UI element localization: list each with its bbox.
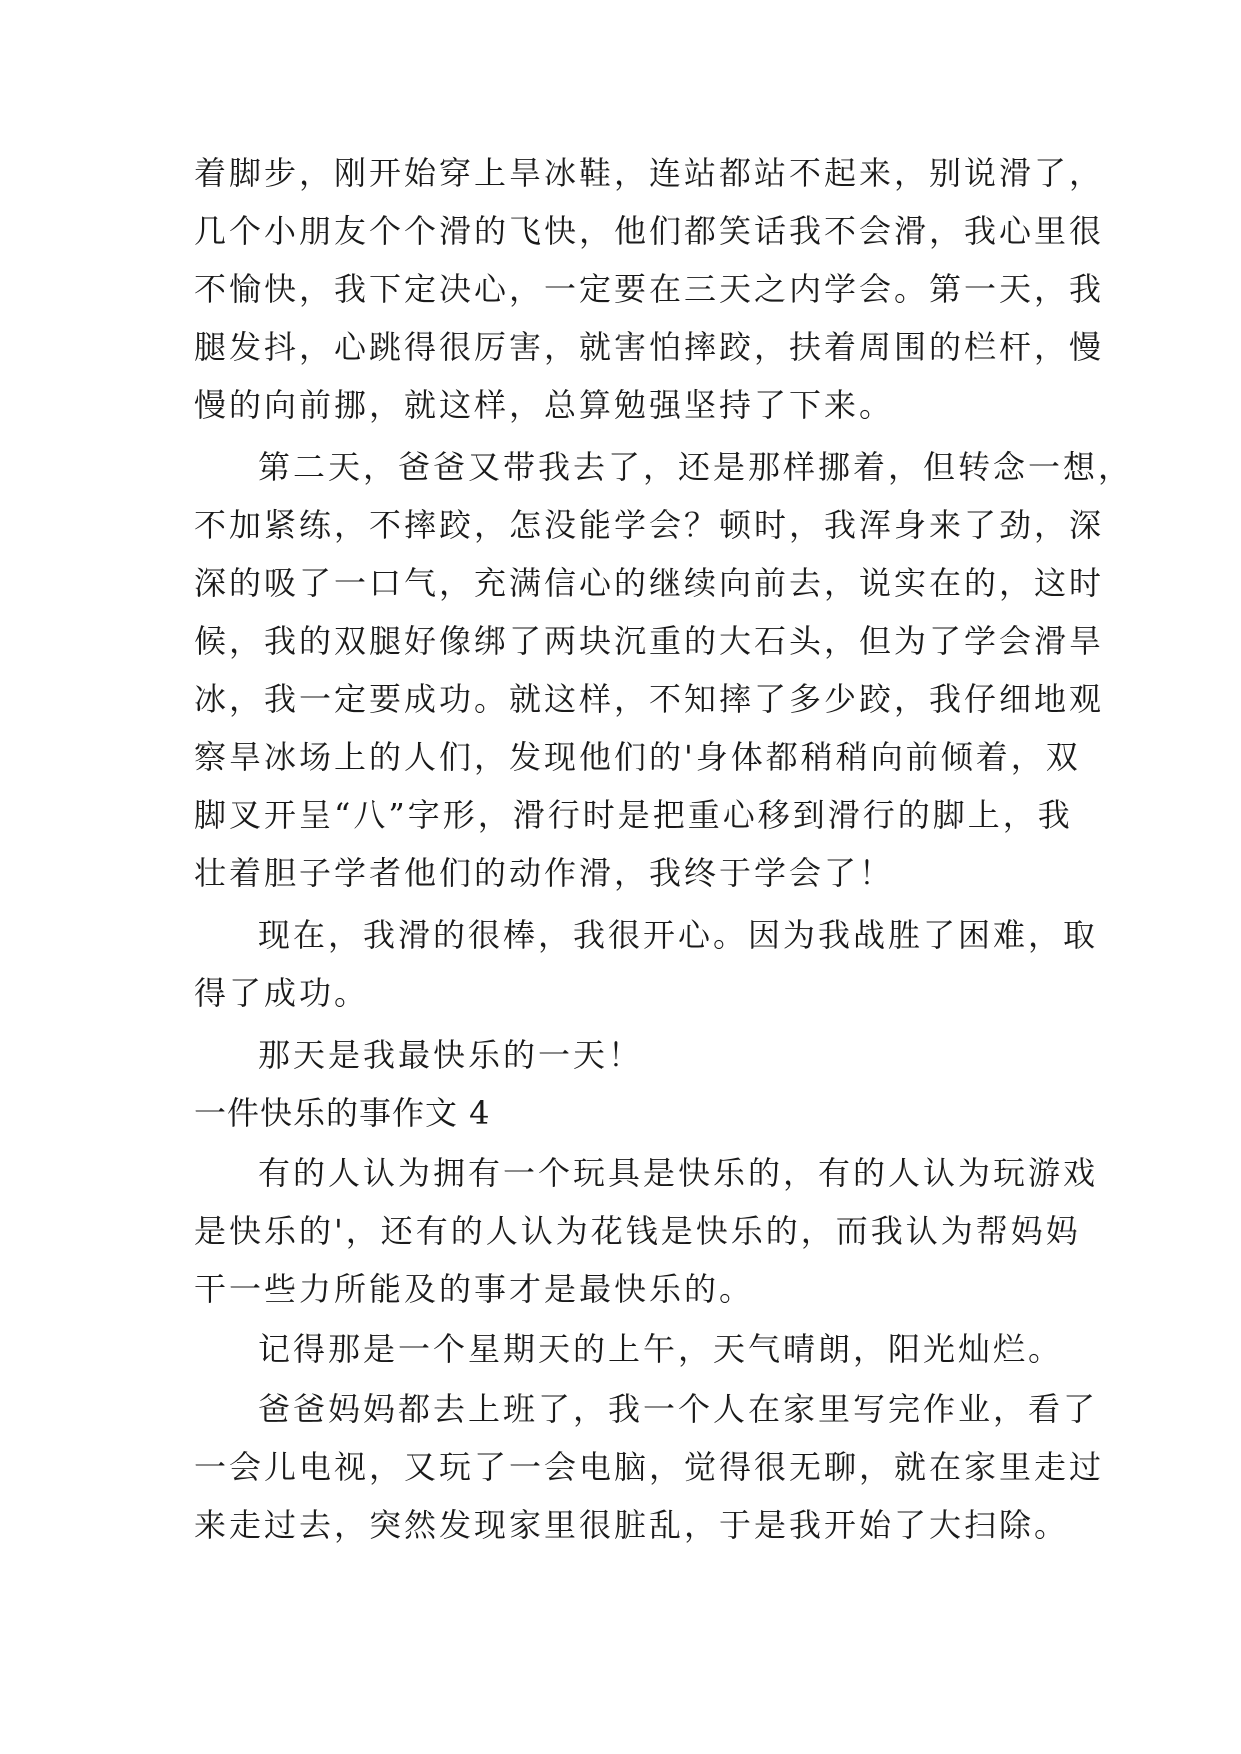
paragraph-start-line: 有的人认为拥有一个玩具是快乐的，有的人认为玩游戏 <box>258 1154 1099 1192</box>
paragraph-start-line: 第二天，爸爸又带我去了，还是那样挪着，但转念一想， <box>258 448 1134 486</box>
text-line: 慢的向前挪，就这样，总算勉强坚持了下来。 <box>194 386 895 424</box>
text-line: 候，我的双腿好像绑了两块沉重的大石头，但为了学会滑旱 <box>194 622 1105 660</box>
text-line: 深的吸了一口气，充满信心的继续向前去，说实在的，这时 <box>194 564 1105 602</box>
text-line: 几个小朋友个个滑的飞快，他们都笑话我不会滑，我心里很 <box>194 212 1105 250</box>
text-line: 不加紧练，不摔跤，怎没能学会？顿时，我浑身来了劲，深 <box>194 506 1105 544</box>
section-heading: 一件快乐的事作文 4 <box>194 1094 491 1132</box>
paragraph-start-line: 爸爸妈妈都去上班了，我一个人在家里写完作业，看了 <box>258 1390 1099 1428</box>
paragraph-start-line: 那天是我最快乐的一天！ <box>258 1036 644 1074</box>
text-line: 干一些力所能及的事才是最快乐的。 <box>194 1270 755 1308</box>
text-line: 得了成功。 <box>194 974 370 1012</box>
text-line: 一会儿电视，又玩了一会电脑，觉得很无聊，就在家里走过 <box>194 1448 1105 1486</box>
text-line: 脚叉开呈“八”字形，滑行时是把重心移到滑行的脚上，我 <box>194 796 1073 834</box>
text-line: 来走过去，突然发现家里很脏乱，于是我开始了大扫除。 <box>194 1506 1070 1544</box>
paragraph-start-line: 记得那是一个星期天的上午，天气晴朗，阳光灿烂。 <box>258 1330 1064 1368</box>
text-line: 冰，我一定要成功。就这样，不知摔了多少跤，我仔细地观 <box>194 680 1105 718</box>
text-line: 壮着胆子学者他们的动作滑，我终于学会了！ <box>194 854 895 892</box>
text-line: 不愉快，我下定决心，一定要在三天之内学会。第一天，我 <box>194 270 1105 308</box>
text-line: 着脚步，刚开始穿上旱冰鞋，连站都站不起来，别说滑了， <box>194 154 1105 192</box>
text-line: 是快乐的'，还有的人认为花钱是快乐的，而我认为帮妈妈 <box>194 1212 1081 1250</box>
paragraph-start-line: 现在，我滑的很棒，我很开心。因为我战胜了困难，取 <box>258 916 1099 954</box>
text-line: 察旱冰场上的人们，发现他们的'身体都稍稍向前倾着，双 <box>194 738 1081 776</box>
text-line: 腿发抖，心跳得很厉害，就害怕摔跤，扶着周围的栏杆，慢 <box>194 328 1105 366</box>
